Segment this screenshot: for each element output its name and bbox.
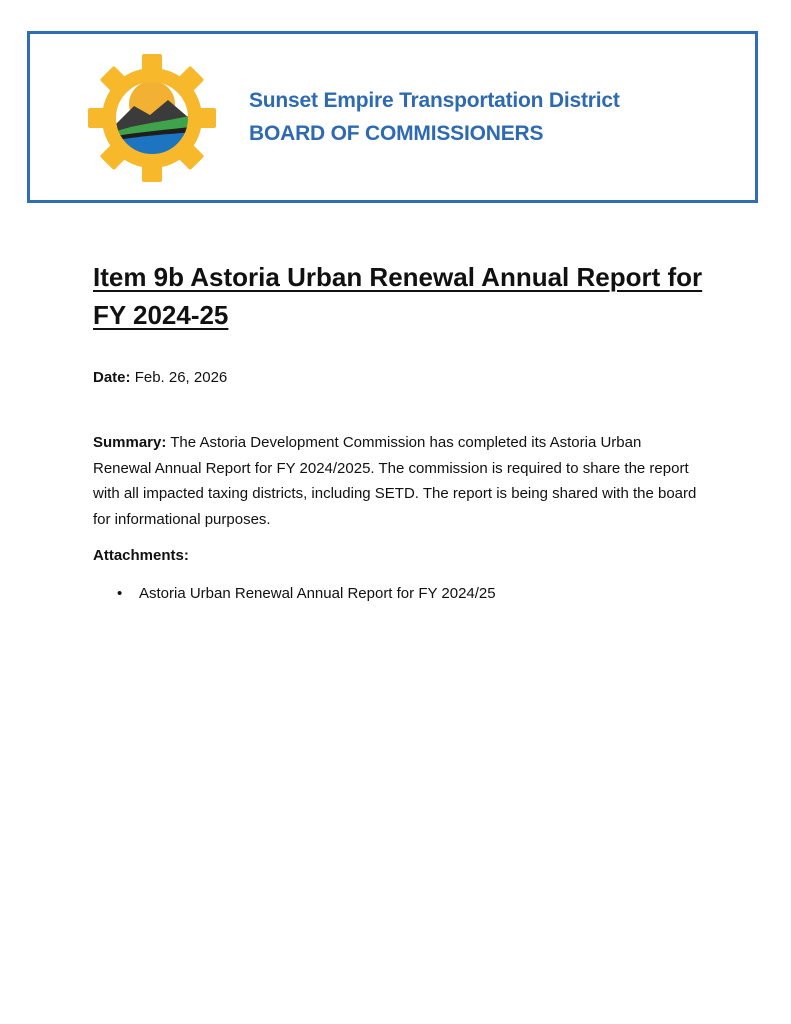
summary-text: The Astoria Development Commission has completed its Astoria Urban Renewal Annual Report for FY 2024/2025. The commission is required to share the report with all impacted taxing districts, including SETD. The report is being shared with the board for informational purposes. [93, 434, 697, 528]
summary-label: Summary: [93, 434, 167, 451]
date-line [93, 369, 227, 386]
gear-landscape-logo-icon [86, 52, 218, 184]
header-box [27, 31, 758, 203]
summary-paragraph [93, 430, 698, 532]
bullet-icon: • [117, 585, 123, 602]
organization-name: Sunset Empire Transportation District [249, 89, 620, 112]
attachment-label: Astoria Urban Renewal Annual Report for FY 2024/25 [139, 585, 496, 602]
date-label: Date: [93, 369, 131, 386]
document-title-text: Item 9b Astoria Urban Renewal Annual Report for FY 2024-25 [93, 262, 703, 330]
attachment-item [117, 585, 496, 602]
attachments-heading: Attachments: [93, 547, 189, 564]
attachment-list [117, 585, 496, 602]
board-name: BOARD OF COMMISSIONERS [249, 122, 544, 145]
date-value: Feb. 26, 2026 [134, 369, 228, 386]
document-title [93, 258, 713, 334]
